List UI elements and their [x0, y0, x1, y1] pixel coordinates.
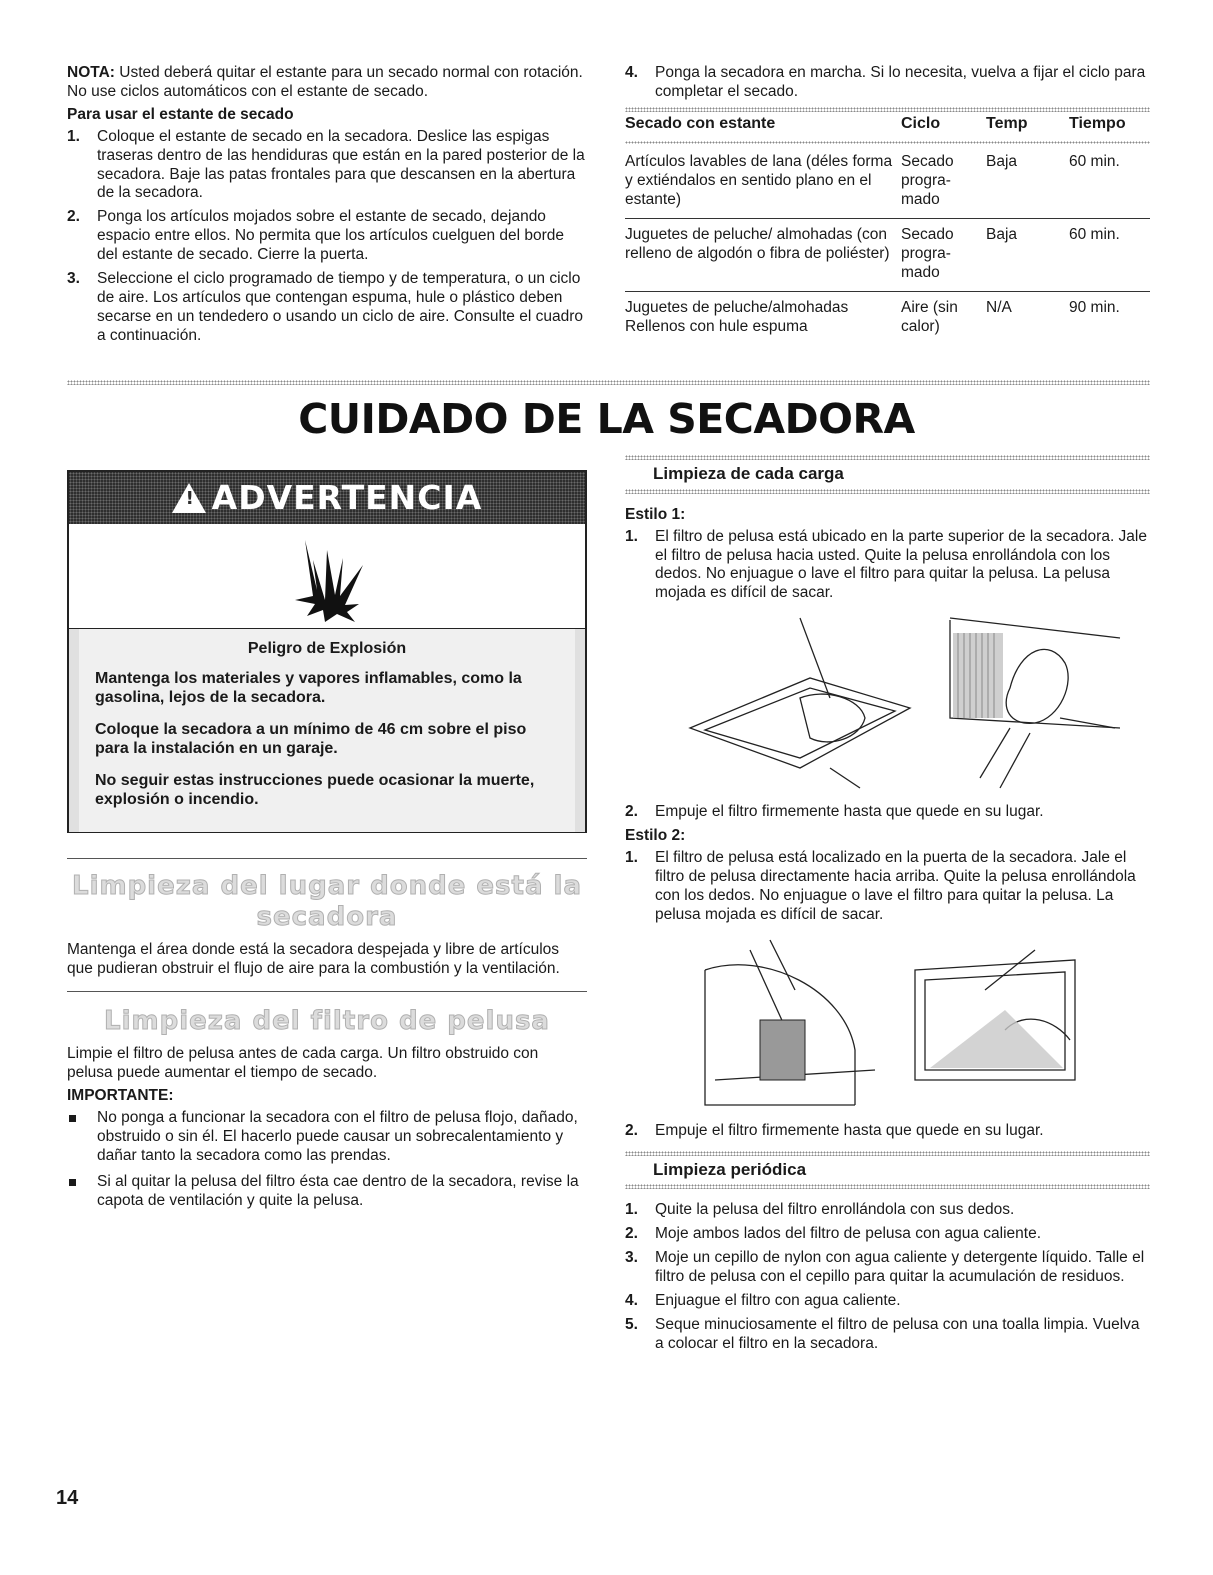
table-cell: 60 min. [1069, 219, 1150, 292]
style1-steps [625, 528, 1150, 604]
rack-drying-table [625, 112, 1150, 345]
list-item: 1. El filtro de pelusa está ubicado en la parte superior de la secadora. Jale el filtro de pelusa hacia usted. Quite la pelusa enrollándola con los dedos. No enjuague o lave el filtro para quitar la pelusa. La pelusa mojada es difícil de sacar. [625, 527, 1147, 602]
section-divider [67, 380, 1150, 385]
list-item: 3. Seleccione el ciclo programado de tiempo y de temperatura, o un ciclo de aire. Los artículos que contengan espuma, hule o plástico deben secarse en un tendedero o usando un ciclo de aire. Consulte el cuadro a continuación. [67, 270, 583, 344]
periodic-steps [625, 1201, 1150, 1353]
warning-line: Coloque la secadora a un mínimo de 46 cm sobre el piso para la instalación en un garaje. [95, 720, 527, 758]
page-number: 14 [56, 1487, 79, 1509]
rack-steps [67, 128, 587, 346]
each-load-heading: Limpieza de cada carga [653, 464, 844, 483]
style1-illustration [625, 608, 1150, 803]
list-item: 1. Quite la pelusa del filtro enrollándola con sus dedos. [625, 1201, 1015, 1219]
style2-label: Estilo 2: [625, 827, 686, 845]
style2-steps [625, 849, 1150, 925]
location-text: Mantenga el área donde está la secadora despejada y libre de artículos que pudieran obstruir el flujo de aire para la combustión y la ventilación. [67, 941, 560, 978]
lint-cleaning-section [625, 455, 1150, 1359]
table-cell: Aire (sin calor) [901, 291, 986, 344]
table-cell: 90 min. [1069, 291, 1150, 344]
style2-illustration [625, 930, 1150, 1122]
list-item: 4. Ponga la secadora en marcha. Si lo necesita, vuelva a fijar el ciclo para completar el secado. [625, 64, 1146, 100]
table-row [625, 291, 1150, 344]
rack-step-4 [625, 64, 1150, 102]
table-cell: Baja [986, 153, 1018, 171]
lint-filter-title: Limpieza del filtro de pelusa [104, 1006, 550, 1037]
lint-filter-top-illustration [650, 608, 1130, 798]
table-row [625, 141, 1150, 218]
rack-cycle-section [625, 64, 1150, 345]
page-title: CUIDADO DE LA SECADORA [298, 395, 915, 443]
divider [67, 991, 587, 992]
list-item: 5. Seque minuciosamente el filtro de pelusa con una toalla limpia. Vuelva a colocar el filtro en la secadora. [625, 1315, 1140, 1352]
divider [625, 1184, 1150, 1189]
list-item: 2. Ponga los artículos mojados sobre el estante de secado, dejando espacio entre ellos. No permita que los artículos cuelguen del borde del estante de secado. Cierre la puerta. [67, 208, 564, 264]
table-header: Ciclo [901, 114, 941, 132]
warning-box [67, 470, 587, 833]
list-item: 1. El filtro de pelusa está localizado en la puerta de la secadora. Jale el filtro de pelusa directamente hacia arriba. Quite la pelusa enrollándola con los dedos. No enjuague o lave el filtro para quitar la pelusa. La pelusa mojada es difícil de sacar. [625, 849, 1136, 923]
table-header: Temp [986, 114, 1028, 132]
table-cell: Juguetes de peluche/almohadas Rellenos con hule espuma [625, 291, 901, 344]
explosion-icon [285, 530, 375, 625]
warning-header [69, 472, 585, 524]
left-care-sections [67, 858, 587, 1218]
table-header-row [625, 112, 1150, 142]
explosion-icon-area [69, 524, 585, 629]
table-cell: Secado progra-mado [901, 153, 954, 209]
warning-triangle-icon: ! [172, 483, 206, 513]
lint-filter-text: Limpie el filtro de pelusa antes de cada carga. Un filtro obstruido con pelusa puede aumentar el tiempo de secado. [67, 1045, 539, 1082]
list-item: 4. Enjuague el filtro con agua caliente. [625, 1291, 901, 1309]
lint-filter-door-illustration [675, 930, 1155, 1120]
important-bullets [67, 1109, 587, 1211]
list-item: 1. Coloque el estante de secado en la secadora. Deslice las espigas traseras dentro de las hendiduras que están en la pared posterior de la secadora. Baje las patas frontales para que descansen en la abertura de la secadora. [67, 127, 585, 202]
style1-step2 [625, 803, 1150, 822]
nota-paragraph [67, 64, 587, 102]
table-cell: Baja [986, 219, 1069, 292]
hazard-title: Peligro de Explosión [247, 640, 407, 657]
nota-text: Usted deberá quitar el estante para un secado normal con rotación. No use ciclos automáticos con el estante de secado. [67, 64, 583, 100]
divider [625, 489, 1150, 494]
table-header: Tiempo [1069, 114, 1126, 132]
table-header: Secado con estante [625, 114, 776, 132]
warning-line: No seguir estas instrucciones puede ocasionar la muerte, explosión o incendio. [95, 771, 535, 809]
list-item: 2. Moje ambos lados del filtro de pelusa con agua caliente. [625, 1225, 1042, 1243]
divider [67, 858, 587, 859]
list-item: Si al quitar la pelusa del filtro ésta cae dentro de la secadora, revise la capota de ventilación y quite la pelusa. [67, 1173, 587, 1211]
warning-title: ADVERTENCIA [211, 477, 483, 517]
table-cell: Artículos lavables de lana (déles forma y extiéndalos en sentido plano en el estante) [625, 153, 893, 209]
list-item: 2. Empuje el filtro firmemente hasta que quede en su lugar. [625, 1121, 1044, 1139]
nota-label: NOTA: [67, 64, 115, 81]
table-row [625, 219, 1150, 292]
list-item: 2. Empuje el filtro firmemente hasta que quede en su lugar. [625, 803, 1044, 821]
table-cell: Juguetes de peluche/ almohadas (con relleno de algodón o fibra de poliéster) [625, 219, 901, 292]
table-cell: N/A [986, 291, 1069, 344]
table-cell: Secado progra-mado [901, 219, 986, 292]
periodic-heading: Limpieza periódica [653, 1159, 807, 1179]
style2-step2 [625, 1122, 1150, 1141]
drying-rack-instructions [67, 64, 587, 351]
warning-line: Mantenga los materiales y vapores inflamables, como la gasolina, lejos de la secadora. [95, 669, 522, 707]
list-item: 3. Moje un cepillo de nylon con agua caliente y detergente líquido. Talle el filtro de pelusa con el cepillo para quitar la acumulación de residuos. [625, 1249, 1145, 1286]
table-cell: 60 min. [1069, 153, 1120, 171]
location-title: Limpieza del lugar donde está la secadora [72, 871, 582, 933]
warning-body [69, 629, 585, 832]
rack-heading: Para usar el estante de secado [67, 105, 294, 123]
style1-label: Estilo 1: [625, 505, 686, 523]
list-item: No ponga a funcionar la secadora con el filtro de pelusa flojo, dañado, obstruido o sin él. El hacerlo puede causar un sobrecalentamiento y dañar tanto la secadora como las prendas. [67, 1109, 587, 1166]
important-label: IMPORTANTE: [67, 1087, 174, 1105]
